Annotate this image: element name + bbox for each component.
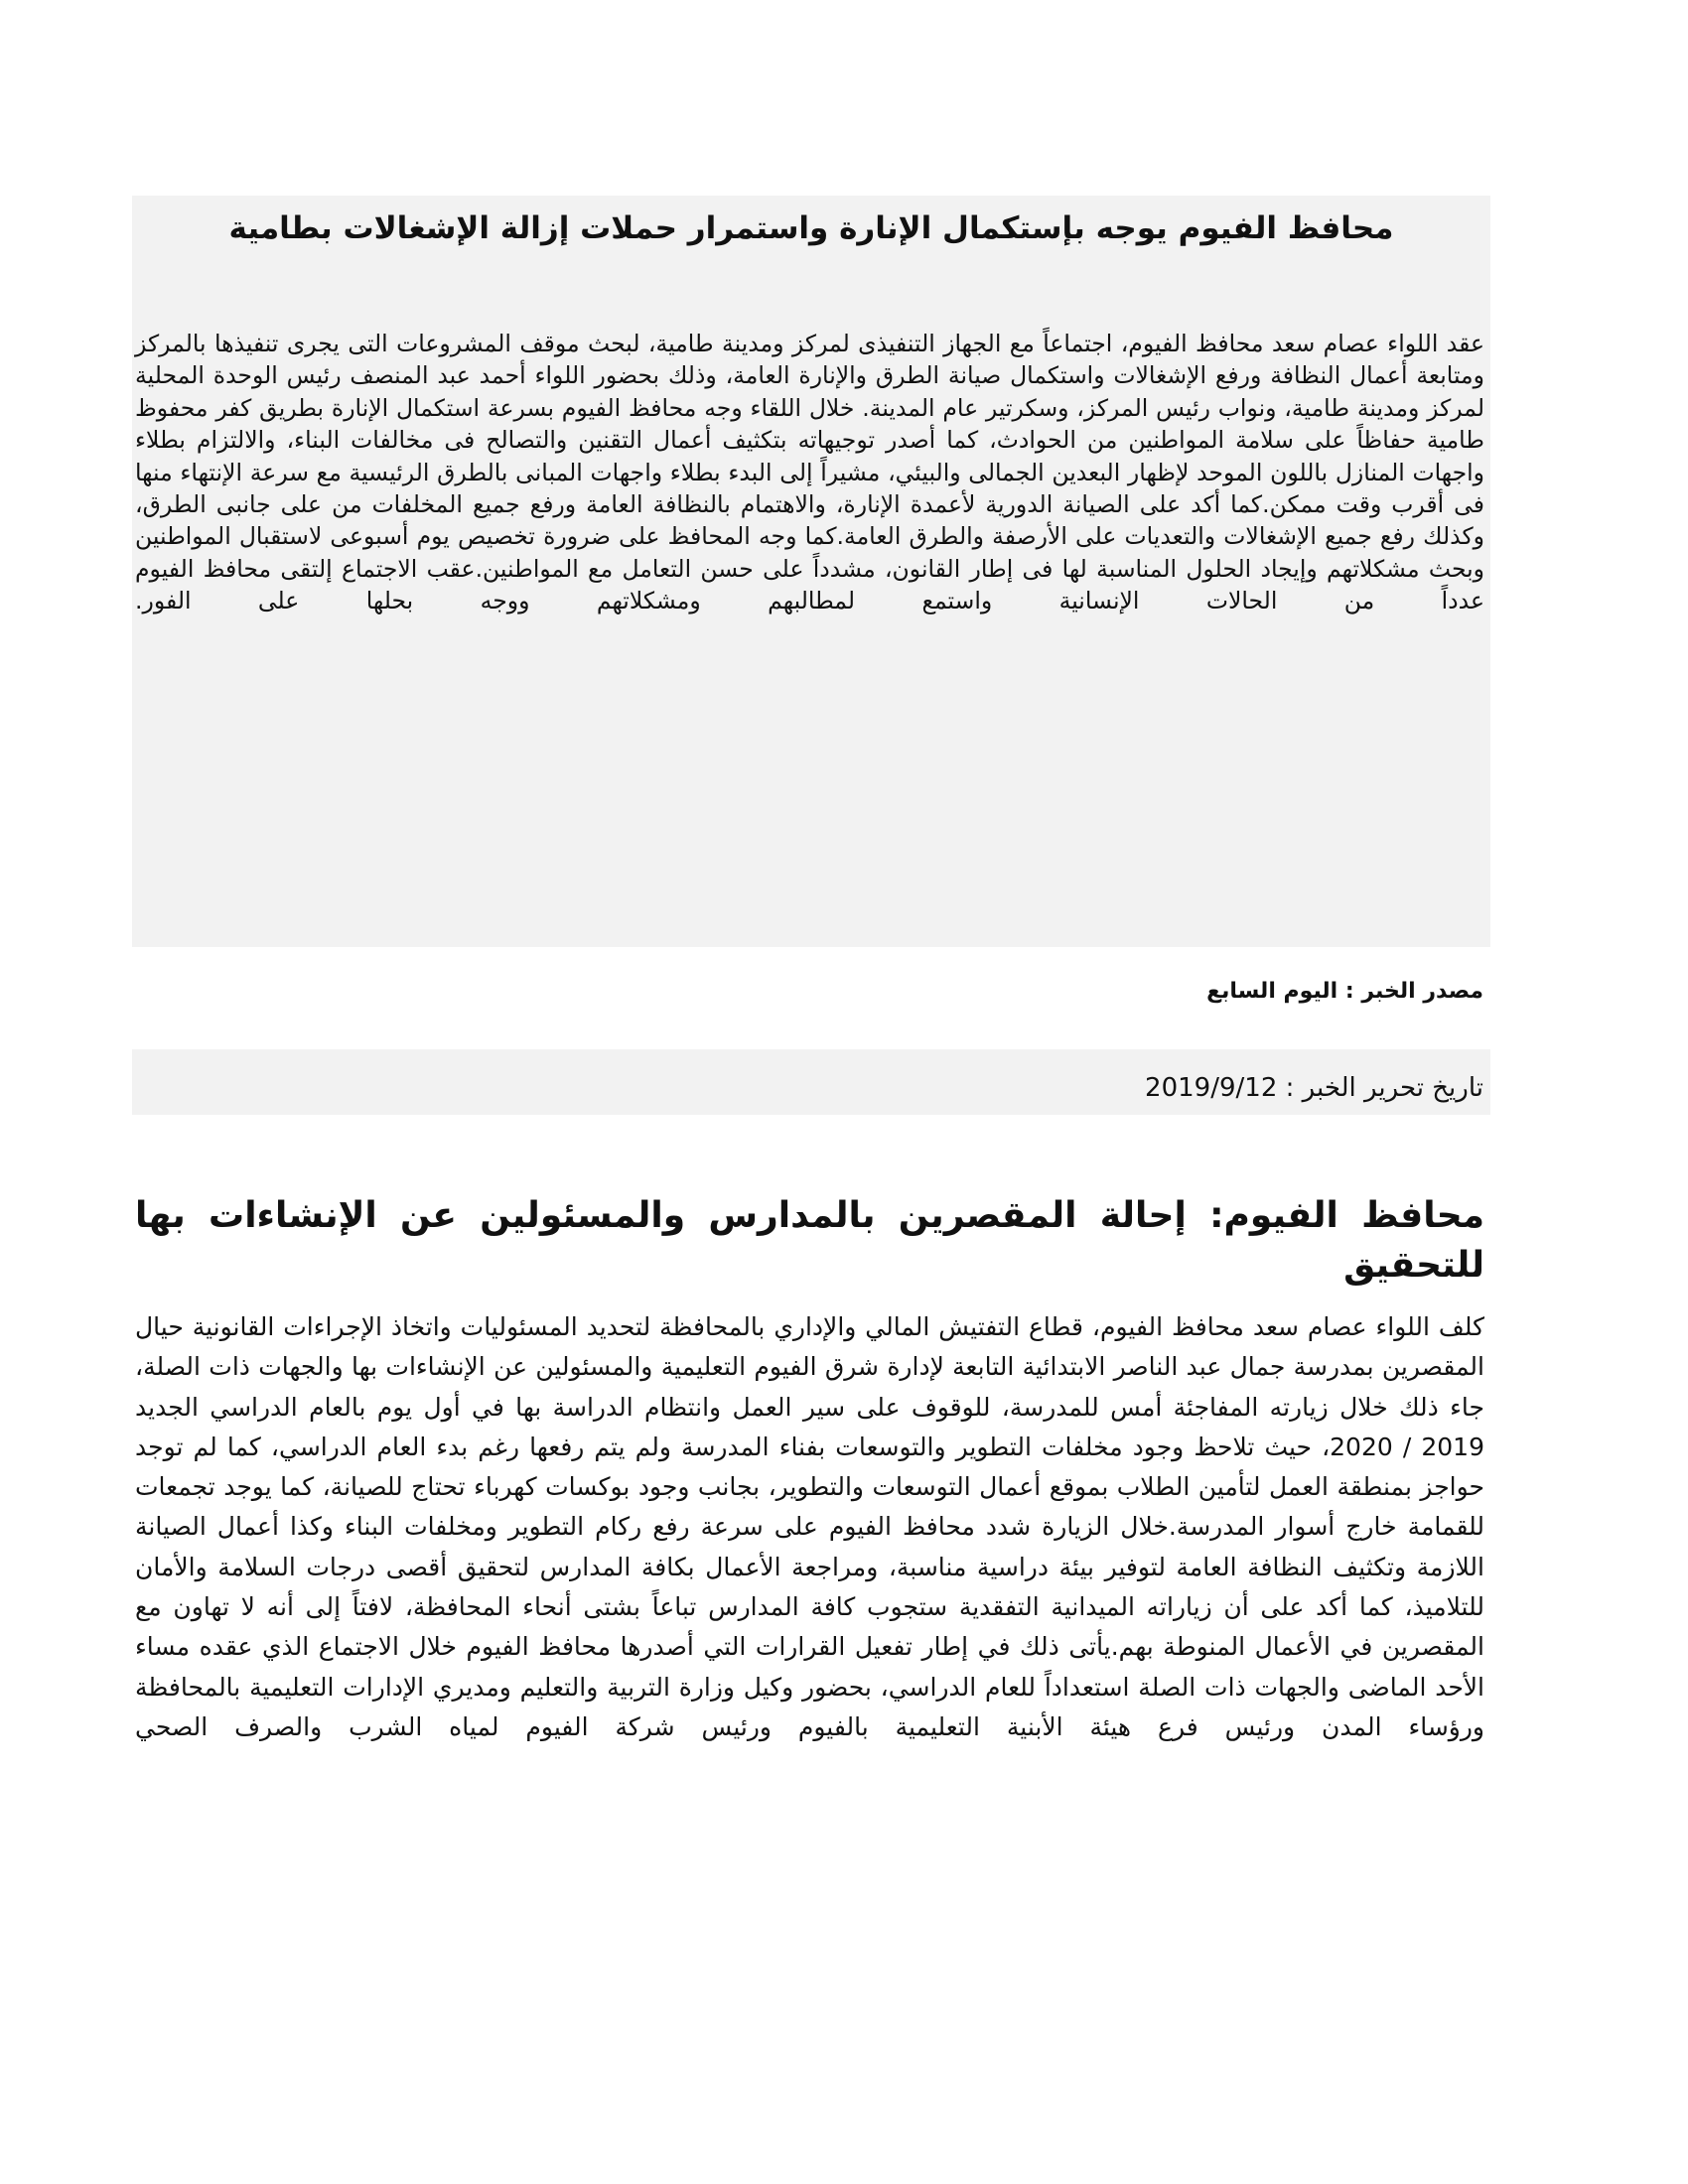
article-2-body: كلف اللواء عصام سعد محافظ الفيوم، قطاع التفتيش المالي والإداري بالمحافظة لتحديد المسئوليات واتخاذ الإجراءات القانونية حيال المقصرين بمدرسة جمال عبد الناصر الابتدائية التابعة لإدارة شرق الفيوم التعليمية والمسئولين عن الإنشاءات بها والجهات ذات الصلة، جاء ذلك خلال زيارته المفاجئة أمس للمدرسة، للوقوف على سير العمل وانتظام الدراسة بها في أول يوم بالعام الدراسي الجديد 2019 / 2020، حيث تلاحظ وجود مخلفات التطوير والتوسعات بفناء المدرسة ولم يتم رفعها رغم بدء العام الدراسي، كما لم توجد حواجز بمنطقة العمل لتأمين الطلاب بموقع أعمال التوسعات والتطوير، بجانب وجود بوكسات كهرباء تحتاج للصيانة، كما يوجد تجمعات للقمامة خارج أسوار المدرسة.خلال الزيارة شدد محافظ الفيوم على سرعة رفع ركام التطوير ومخلفات البناء وكذا أعمال الصيانة اللازمة وتكثيف النظافة العامة لتوفير بيئة دراسية مناسبة، ومراجعة الأعمال بكافة المدارس لتحقيق أقصى درجات السلامة والأمان للتلاميذ، كما أكد على أن زياراته الميدانية التفقدية ستجوب كافة المدارس تباعاً بشتى أنحاء المحافظة، لافتاً إلى أنه لا تهاون مع المقصرين في الأعمال المنوطة بهم.يأتى ذلك في إطار تفعيل القرارات التي أصدرها محافظ الفيوم خلال الاجتماع الذي عقده مساء الأحد الماضى والجهات ذات الصلة استعداداً للعام الدراسي، بحضور وكيل وزارة التربية والتعليم ومديري الإدارات التعليمية بالمحافظة ورؤساء المدن ورئيس فرع هيئة الأبنية التعليمية بالفيوم ورئيس شركة الفيوم لمياه الشرب والصرف الصحي — [135, 1312, 1484, 1741]
news-date: تاريخ تحرير الخبر : 2019/9/12 — [1145, 1073, 1483, 1103]
article-2-title: محافظ الفيوم: إحالة المقصرين بالمدارس والمسئولين عن الإنشاءات بها للتحقيق — [135, 1195, 1484, 1286]
article-1-body: عقد اللواء عصام سعد محافظ الفيوم، اجتماعاً مع الجهاز التنفيذى لمركز ومدينة طامية، لبحث موقف المشروعات التى يجرى تنفيذها بالمركز ومتابعة أعمال النظافة ورفع الإشغالات واستكمال صيانة الطرق والإنارة العامة، وذلك بحضور اللواء أحمد عبد المنصف رئيس الوحدة المحلية لمركز ومدينة طامية، ونواب رئيس المركز، وسكرتير عام المدينة. خلال اللقاء وجه محافظ الفيوم بسرعة استكمال الإنارة بطريق كفر محفوظ طامية حفاظاً على سلامة المواطنين من الحوادث، كما أصدر توجيهاته بتكثيف أعمال التقنين والتصالح فى مخالفات البناء، والالتزام بطلاء واجهات المنازل باللون الموحد لإظهار البعدين الجمالى والبيئي، مشيراً إلى البدء بطلاء واجهات المبانى بالطرق الرئيسية مع سرعة الإنتهاء منها فى أقرب وقت ممكن.كما أكد على الصيانة الدورية لأعمدة الإنارة، والاهتمام بالنظافة العامة ورفع جميع المخلفات من على جانبى الطرق، وكذلك رفع جميع الإشغالات والتعديات على الأرصفة والطرق العامة.كما وجه المحافظ على ضرورة تخصيص يوم أسبوعى لاستقبال المواطنين وبحث مشكلاتهم وإيجاد الحلول المناسبة لها فى إطار القانون، مشدداً على حسن التعامل مع المواطنين.عقب الاجتماع إلتقى محافظ الفيوم عدداً من الحالات الإنسانية واستمع لمطالبهم ومشكلاتهم ووجه بحلها على الفور. — [135, 330, 1484, 615]
article-1-title: محافظ الفيوم يوجه بإستكمال الإنارة واستمرار حملات إزالة الإشغالات بطامية — [228, 210, 1394, 246]
news-source: مصدر الخبر : اليوم السابع — [1206, 979, 1483, 1004]
